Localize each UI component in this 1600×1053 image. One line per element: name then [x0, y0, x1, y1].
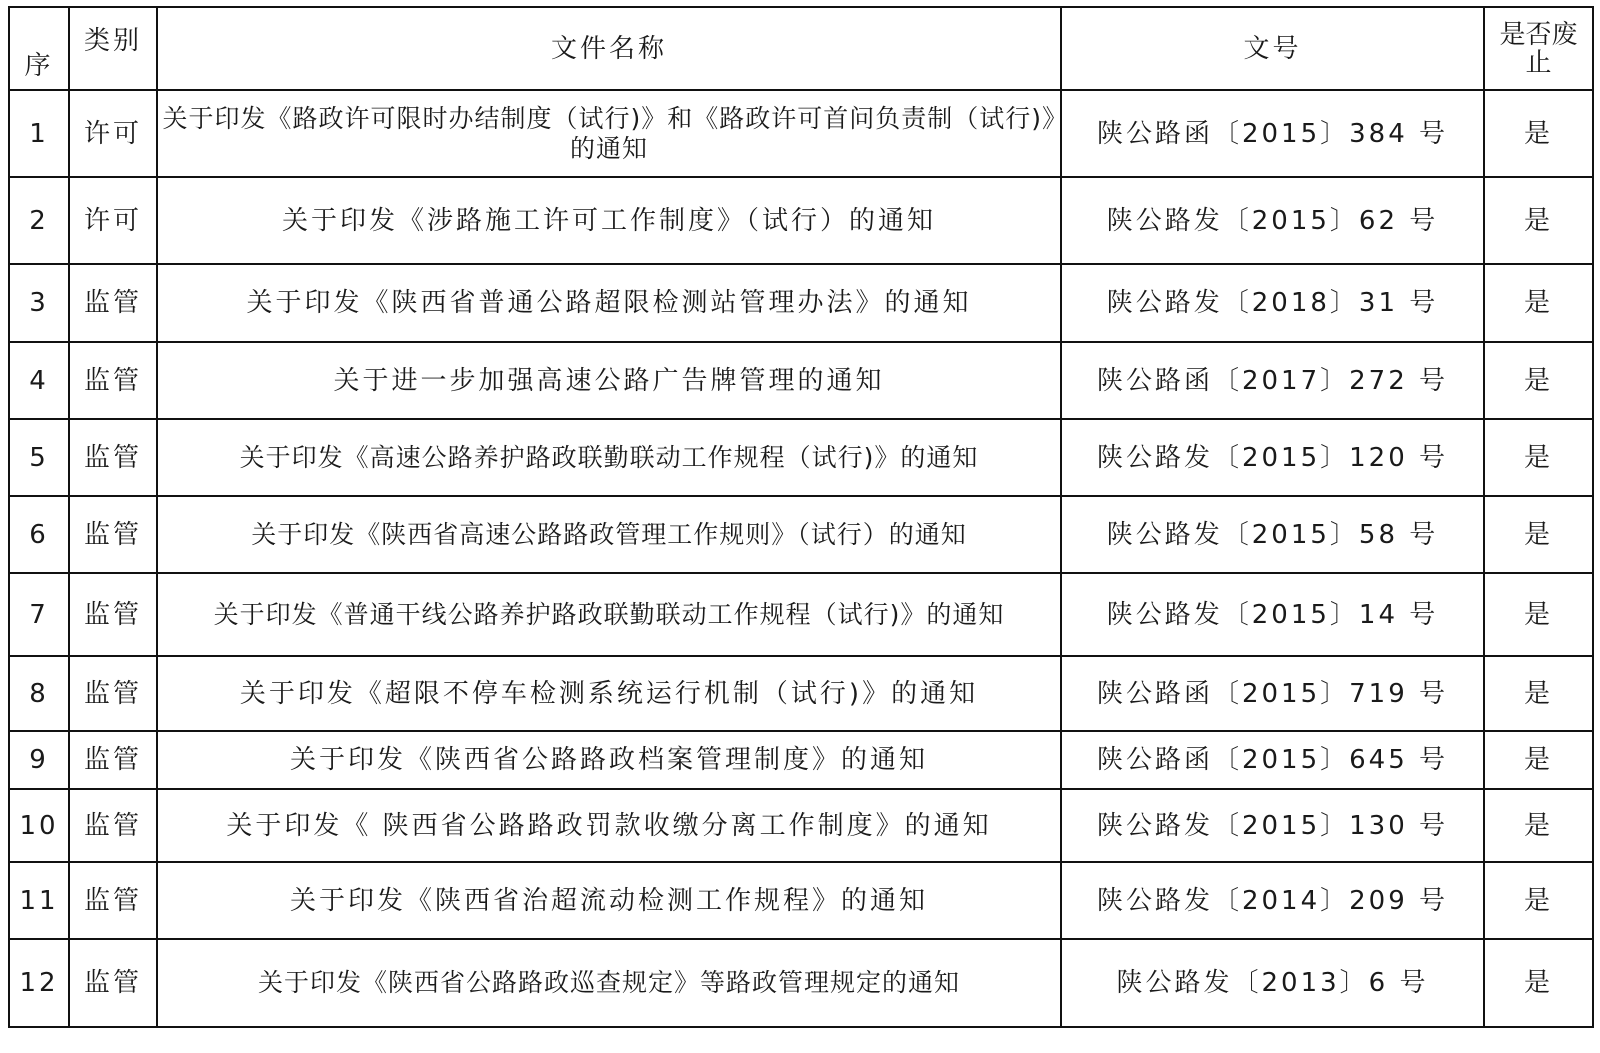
row-category: 监管 [69, 573, 157, 656]
row-file-name: 关于印发《陕西省高速公路路政管理工作规则》（试行）的通知 [157, 496, 1061, 573]
table-row [9, 789, 1593, 862]
table-row [9, 177, 1593, 264]
row-file-name: 关于印发《高速公路养护路政联勤联动工作规程（试行)》的通知 [157, 419, 1061, 496]
row-abolished: 是 [1484, 731, 1593, 789]
row-seq: 4 [9, 342, 69, 419]
row-seq: 7 [9, 573, 69, 656]
table-row [9, 573, 1593, 656]
row-seq: 10 [9, 789, 69, 862]
header-seq: 序 [9, 7, 69, 90]
row-category: 监管 [69, 731, 157, 789]
document-table [8, 6, 1594, 1028]
table-row [9, 496, 1593, 573]
table-row [9, 656, 1593, 731]
row-doc-number: 陕公路函〔2015〕384 号 [1061, 90, 1484, 177]
row-file-name: 关于印发《 陕西省公路路政罚款收缴分离工作制度》的通知 [157, 789, 1061, 862]
row-seq: 6 [9, 496, 69, 573]
table-row [9, 419, 1593, 496]
row-doc-number: 陕公路函〔2017〕272 号 [1061, 342, 1484, 419]
row-category: 监管 [69, 789, 157, 862]
table-row [9, 90, 1593, 177]
row-category: 许可 [69, 177, 157, 264]
row-category: 监管 [69, 496, 157, 573]
row-doc-number: 陕公路发〔2015〕130 号 [1061, 789, 1484, 862]
table-row [9, 342, 1593, 419]
row-file-name: 关于进一步加强高速公路广告牌管理的通知 [157, 342, 1061, 419]
row-abolished: 是 [1484, 789, 1593, 862]
row-doc-number: 陕公路发〔2018〕31 号 [1061, 264, 1484, 342]
row-seq: 2 [9, 177, 69, 264]
row-file-name: 关于印发《陕西省治超流动检测工作规程》的通知 [157, 862, 1061, 939]
row-abolished: 是 [1484, 939, 1593, 1027]
row-doc-number: 陕公路发〔2015〕120 号 [1061, 419, 1484, 496]
header-row [9, 7, 1593, 90]
table-row [9, 731, 1593, 789]
row-category: 许可 [69, 90, 157, 177]
header-category: 类别 [69, 7, 157, 90]
row-abolished: 是 [1484, 496, 1593, 573]
row-doc-number: 陕公路发〔2015〕62 号 [1061, 177, 1484, 264]
row-category: 监管 [69, 342, 157, 419]
row-file-name: 关于印发《路政许可限时办结制度（试行)》和《路政许可首问负责制（试行)》的通知 [157, 90, 1061, 177]
table-row [9, 939, 1593, 1027]
row-file-name: 关于印发《超限不停车检测系统运行机制（试行)》的通知 [157, 656, 1061, 731]
header-file-name: 文件名称 [157, 7, 1061, 90]
row-abolished: 是 [1484, 656, 1593, 731]
row-file-name: 关于印发《涉路施工许可工作制度》（试行）的通知 [157, 177, 1061, 264]
row-doc-number: 陕公路函〔2015〕645 号 [1061, 731, 1484, 789]
row-file-name: 关于印发《陕西省公路路政巡查规定》等路政管理规定的通知 [157, 939, 1061, 1027]
row-abolished: 是 [1484, 342, 1593, 419]
row-seq: 9 [9, 731, 69, 789]
table-row [9, 264, 1593, 342]
row-abolished: 是 [1484, 573, 1593, 656]
row-file-name: 关于印发《陕西省公路路政档案管理制度》的通知 [157, 731, 1061, 789]
row-seq: 5 [9, 419, 69, 496]
row-category: 监管 [69, 862, 157, 939]
row-seq: 11 [9, 862, 69, 939]
header-doc-number: 文号 [1061, 7, 1484, 90]
table-row [9, 862, 1593, 939]
row-abolished: 是 [1484, 177, 1593, 264]
row-doc-number: 陕公路发〔2013〕6 号 [1061, 939, 1484, 1027]
row-category: 监管 [69, 939, 157, 1027]
row-doc-number: 陕公路发〔2014〕209 号 [1061, 862, 1484, 939]
row-category: 监管 [69, 264, 157, 342]
row-doc-number: 陕公路发〔2015〕58 号 [1061, 496, 1484, 573]
header-abolished: 是否废止 [1484, 7, 1593, 90]
row-doc-number: 陕公路发〔2015〕14 号 [1061, 573, 1484, 656]
row-seq: 8 [9, 656, 69, 731]
row-seq: 3 [9, 264, 69, 342]
row-abolished: 是 [1484, 264, 1593, 342]
row-abolished: 是 [1484, 90, 1593, 177]
row-seq: 1 [9, 90, 69, 177]
row-category: 监管 [69, 656, 157, 731]
row-file-name: 关于印发《普通干线公路养护路政联勤联动工作规程（试行)》的通知 [157, 573, 1061, 656]
row-file-name: 关于印发《陕西省普通公路超限检测站管理办法》的通知 [157, 264, 1061, 342]
row-abolished: 是 [1484, 419, 1593, 496]
row-category: 监管 [69, 419, 157, 496]
row-seq: 12 [9, 939, 69, 1027]
row-abolished: 是 [1484, 862, 1593, 939]
row-doc-number: 陕公路函〔2015〕719 号 [1061, 656, 1484, 731]
